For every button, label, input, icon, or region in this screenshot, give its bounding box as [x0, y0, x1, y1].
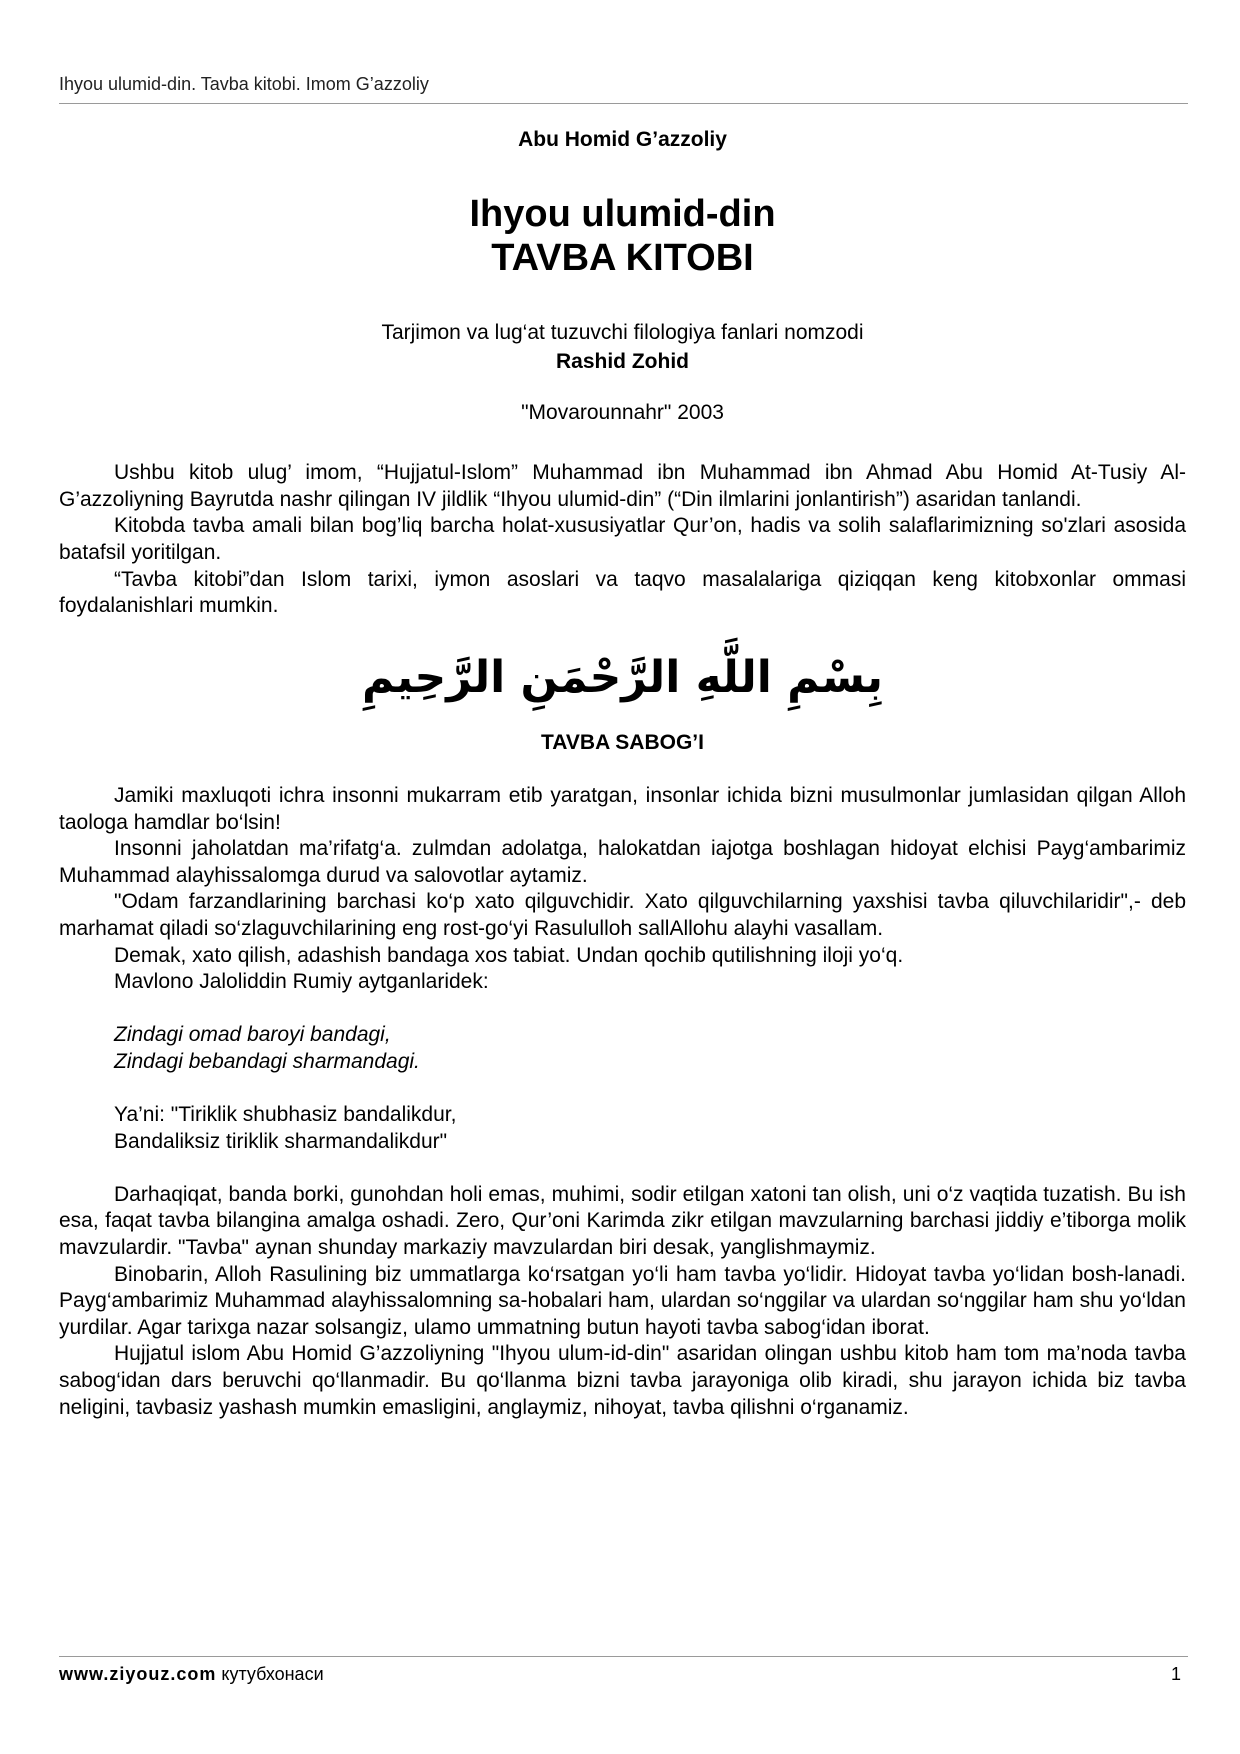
- intro-paragraph: “Tavba kitobi”dan Islom tarixi, iymon asoslari va taqvo masalalariga qiziqqan keng kitobxonlar ommasi foydalanishlari mumkin.: [59, 567, 1186, 618]
- body-paragraph: Insonni jaholatdan ma’rifatg‘a. zulmdan adolatga, halokatdan iajotga boshlagan hidoyat elchisi Payg‘ambarimiz Muhammad alayhissalomga durud va salovotlar aytamiz.: [59, 837, 1186, 887]
- verse-line: Zindagi bebandagi sharmandagi.: [114, 1049, 420, 1073]
- running-header: Ihyou ulumid-din. Tavba kitobi. Imom G’azzoliy: [59, 74, 429, 94]
- body-paragraph: Darhaqiqat, banda borki, gunohdan holi emas, muhimi, sodir etilgan xatoni tan olish, uni o‘z vaqtida tuzatish. Bu ish esa, faqat tavba bilangina amalga oshadi. Zero, Qur’oni Karimda zikr etilgan mavzularning barchasi jiddiy e’tiborga molik mavzulardir. "Tavba" aynan shunday markaziy mavzulardan biri desak, yanglishmaymiz.: [59, 1182, 1186, 1260]
- intro-paragraph: Ushbu kitob ulug’ imom, “Hujjatul-Islom” Muhammad ibn Muhammad ibn Ahmad Abu Homid At-Tusiy Al-G’azzoliyning Bayrutda nashr qilingan IV jildlik “Ihyou ulumid-din” (“Din ilmlarini jonlantirish”) asaridan tanlandi.: [59, 461, 1186, 511]
- intro-paragraph: Kitobda tavba amali bilan bog’liq barcha holat-xususiyatlar Qur’on, hadis va solih salaflarimizning so'zlari asosida batafsil yoritilgan.: [59, 514, 1186, 564]
- header-rule: [59, 103, 1188, 104]
- footer-library-label: кутубхонаси: [221, 1664, 324, 1684]
- publisher-line: "Movarounnahr" 2003: [521, 400, 724, 424]
- basmala: بِسْمِ اللَّهِ الرَّحْمَنِ الرَّحِيمِ: [362, 651, 883, 703]
- section-body: [59, 783, 1186, 1421]
- intro-section: [59, 460, 1186, 620]
- body-paragraph: "Odam farzandlarining barchasi ko‘p xato qilguvchidir. Xato qilguvchilarning yaxshisi tavba qiluvchilaridir",- deb marhamat qiladi so‘zlaguvchilarining eng rost-go‘yi Rasululloh sallAllohu alayhi vasallam.: [59, 890, 1186, 940]
- body-paragraph: Mavlono Jaloliddin Rumiy aytganlaridek:: [114, 970, 489, 994]
- spacer: [59, 756, 1186, 783]
- book-title-line1: Ihyou ulumid-din: [469, 192, 776, 235]
- footer-rule: [59, 1656, 1188, 1657]
- body-paragraph: Demak, xato qilish, adashish bandaga xos tabiat. Undan qochib qutilishning iloji yo‘q.: [114, 943, 904, 967]
- verse-line: Zindagi omad baroyi bandagi,: [114, 1023, 391, 1047]
- page-content: [59, 122, 1186, 1421]
- page-number: 1: [1170, 1664, 1181, 1684]
- footer-site-link[interactable]: www.ziyouz.com: [59, 1664, 217, 1684]
- verse-translation-line: Bandaliksiz tiriklik sharmandalikdur": [114, 1129, 448, 1153]
- translator-name: Rashid Zohid: [556, 349, 689, 373]
- footer: [59, 1664, 324, 1685]
- author-name: Abu Homid G’azzoliy: [518, 128, 727, 151]
- translator-line: Tarjimon va lug‘at tuzuvchi filologiya fanlari nomzodi: [381, 320, 864, 344]
- section-title: TAVBA SABOG’I: [541, 730, 704, 754]
- body-paragraph: Binobarin, Alloh Rasulining biz ummatlarga ko‘rsatgan yo‘li ham tavba yo‘lidir. Hidoyat tavba yo‘lidan bosh-lanadi. Payg‘ambarimiz Muhammad alayhissalomning sa-hobalari ham, ulardan so‘nggilar va ulardan so‘nggilar ham shu yo‘ldan yurdilar. Agar tarixga nazar solsangiz, ulamo ummatning butun hayoti tavba sabog‘idan iborat.: [59, 1262, 1186, 1339]
- book-title-line2: TAVBA KITOBI: [491, 236, 754, 279]
- body-paragraph: Jamiki maxluqoti ichra insonni mukarram etib yaratgan, insonlar ichida bizni musulmonlar jumlasidan qilgan Alloh taologa hamdlar bo‘lsin!: [59, 783, 1186, 834]
- book-title: [59, 192, 1186, 280]
- translator-block: [59, 318, 1186, 376]
- body-paragraph: Hujjatul islom Abu Homid G’azzoliyning "Ihyou ulum-id-din" asaridan olingan ushbu kitob ham tom ma’noda tavba sabog‘idan dars beruvchi qo‘llanmadir. Bu qo‘llanma bizni tavba jarayoniga olib kiradi, shu jarayon ichida biz tavba neligini, tavbasiz yashash mumkin emasligini, anglaymiz, nihoyat, tavba qilishni o‘rganamiz.: [59, 1342, 1186, 1419]
- verse-translation-line: Ya’ni: "Tiriklik shubhasiz bandalikdur,: [114, 1103, 457, 1127]
